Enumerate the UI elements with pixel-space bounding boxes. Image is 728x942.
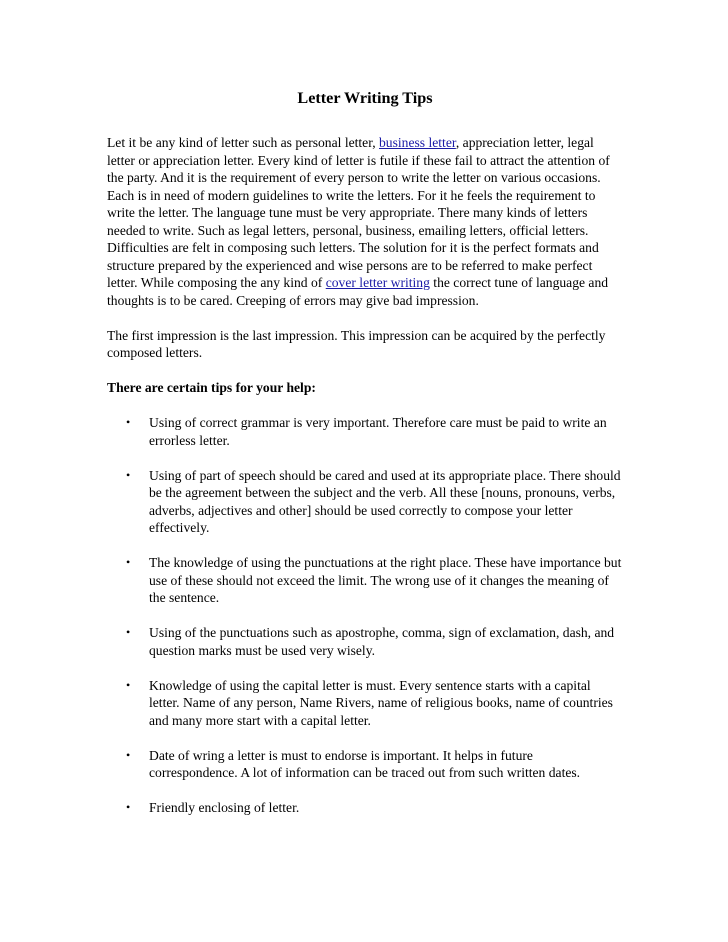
bullet-icon: • <box>126 467 131 482</box>
tip-text: Knowledge of using the capital letter is must. Every sentence starts with a capital letter. Name of any person, Name Rivers, name of religious books, name of countries and many more start with a capital letter. <box>149 677 613 728</box>
tip-text: Using of part of speech should be cared and used at its appropriate place. There should be the agreement between the subject and the verb. All these [nouns, pronouns, verbs, adverbs, adjectives and other] should be used correctly to compose your letter effectively. <box>149 467 621 535</box>
first-impression-paragraph: The first impression is the last impression. This impression can be acquired by the perfectly composed letters. <box>107 327 606 360</box>
cover-letter-writing-link[interactable]: cover letter writing <box>325 275 430 290</box>
document-page <box>107 88 623 834</box>
tip-text: Friendly enclosing of letter. <box>149 800 300 815</box>
intro-paragraph <box>107 134 623 309</box>
tip-item <box>107 414 623 449</box>
bullet-icon: • <box>126 677 131 692</box>
tip-text: Using of correct grammar is very important. Therefore care must be paid to write an errorless letter. <box>149 415 607 448</box>
bullet-icon: • <box>126 747 131 762</box>
tip-item <box>107 624 623 659</box>
bullet-icon: • <box>126 800 131 814</box>
tip-text: Using of the punctuations such as apostrophe, comma, sign of exclamation, dash, and question marks must be used very wisely. <box>149 625 615 658</box>
intro-text-start: Let it be any kind of letter such as personal letter, <box>107 135 379 150</box>
bullet-icon: • <box>126 555 131 569</box>
intro-text-middle: , appreciation letter, legal letter or appreciation letter. Every kind of letter is futile if these fail to attract the attention of the party. And it is the requirement of every person to write the letter on various occasions. Each is in need of modern guidelines to write the letters. For it he feels the requirement to write the letter. The language tune must be very appropriate. There many kinds of letters needed to write. Such as legal letters, personal, business, emailing letters, official letters. Difficulties are felt in composing such letters. The solution for it is the perfect formats and structure prepared by the experienced and wise persons are to be referred to make perfect letter. While composing the any kind of <box>107 135 610 290</box>
tips-heading: There are certain tips for your help: <box>107 380 316 395</box>
document-title: Letter Writing Tips <box>297 89 433 107</box>
tip-text: Date of wring a letter is must to endorse is important. It helps in future correspondence. A lot of information can be traced out from such written dates. <box>149 747 581 780</box>
tip-item <box>107 554 623 607</box>
tip-item <box>107 467 623 537</box>
tip-item <box>107 747 623 782</box>
tip-item <box>107 677 623 730</box>
business-letter-link[interactable]: business letter <box>379 135 456 150</box>
bullet-icon: • <box>126 625 131 639</box>
intro-text-end: the correct tune of language and thoughts is to be cared. Creeping of errors may give bad impression. <box>107 275 609 308</box>
tip-item <box>107 799 623 817</box>
tips-list <box>107 414 623 817</box>
bullet-icon: • <box>126 415 131 429</box>
tip-text: The knowledge of using the punctuations at the right place. These have importance but use of these should not exceed the limit. The wrong use of it changes the meaning of the sentence. <box>149 555 622 605</box>
